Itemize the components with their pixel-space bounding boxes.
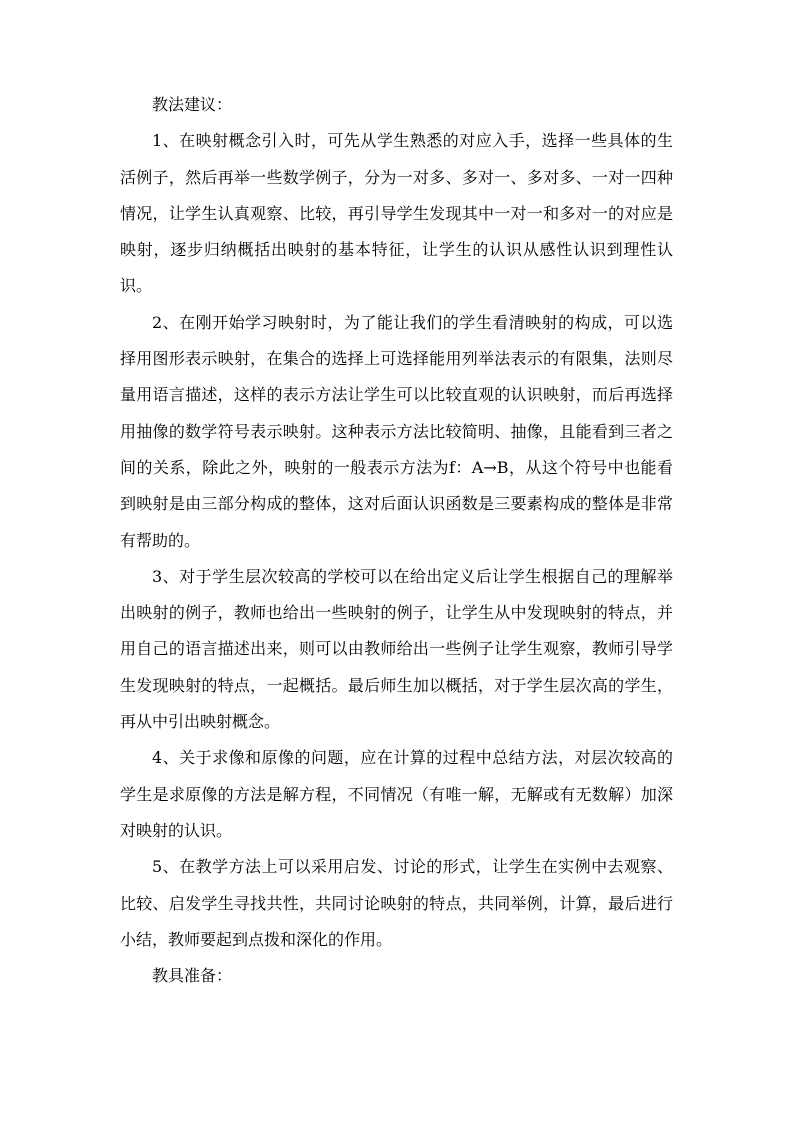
section-heading-teaching-methods: 教法建议： (152, 95, 233, 114)
section-heading-teaching-tools: 教具准备： (152, 966, 233, 986)
suggestion-paragraph-3: 3、对于学生层次较高的学校可以在给出定义后让学生根据自己的理解举出映射的例子，教师也给出一些映射的例子，让学生从中发现映射的特点，并用自己的语言描述出来，则可以由教师给出一些例子让学生观察，教师引导学生发现映射的特点，一起概括。最后师生加以概括，对于学生层次高的学生，再从中引出映射概念。 (120, 566, 673, 732)
suggestion-paragraph-2: 2、在刚开始学习映射时，为了能让我们的学生看清映射的构成，可以选择用图形表示映射，在集合的选择上可选择能用列举法表示的有限集，法则尽量用语言描述，这样的表示方法让学生可以比较直观的认识映射，而后再选择用抽像的数学符号表示映射。这种表示方法比较简明、抽像，且能看到三者之间的关系，除此之外，映射的一般表示方法为f：A→B，从这个符号中也能看到映射是由三部分构成的整体，这对后面认识函数是三要素构成的整体是非常有帮助的。 (120, 312, 673, 550)
suggestion-paragraph-4: 4、关于求像和原像的问题，应在计算的过程中总结方法，对层次较高的学生是求原像的方法是解方程，不同情况（有唯一解，无解或有无数解）加深对映射的认识。 (120, 748, 673, 840)
suggestion-paragraph-1: 1、在映射概念引入时，可先从学生熟悉的对应入手，选择一些具体的生活例子，然后再举一些数学例子，分为一对多、多对一、多对多、一对一四种情况，让学生认真观察、比较，再引导学生发现其中一对一和多对一的对应是映射，逐步归纳概括出映射的基本特征，让学生的认识从感性认识到理性认识。 (120, 131, 673, 296)
suggestion-paragraph-5: 5、在教学方法上可以采用启发、讨论的形式，让学生在实例中去观察、比较、启发学生寻找共性，共同讨论映射的特点，共同举例，计算，最后进行小结，教师要起到点拨和深化的作用。 (120, 857, 673, 949)
document-body (120, 87, 673, 994)
